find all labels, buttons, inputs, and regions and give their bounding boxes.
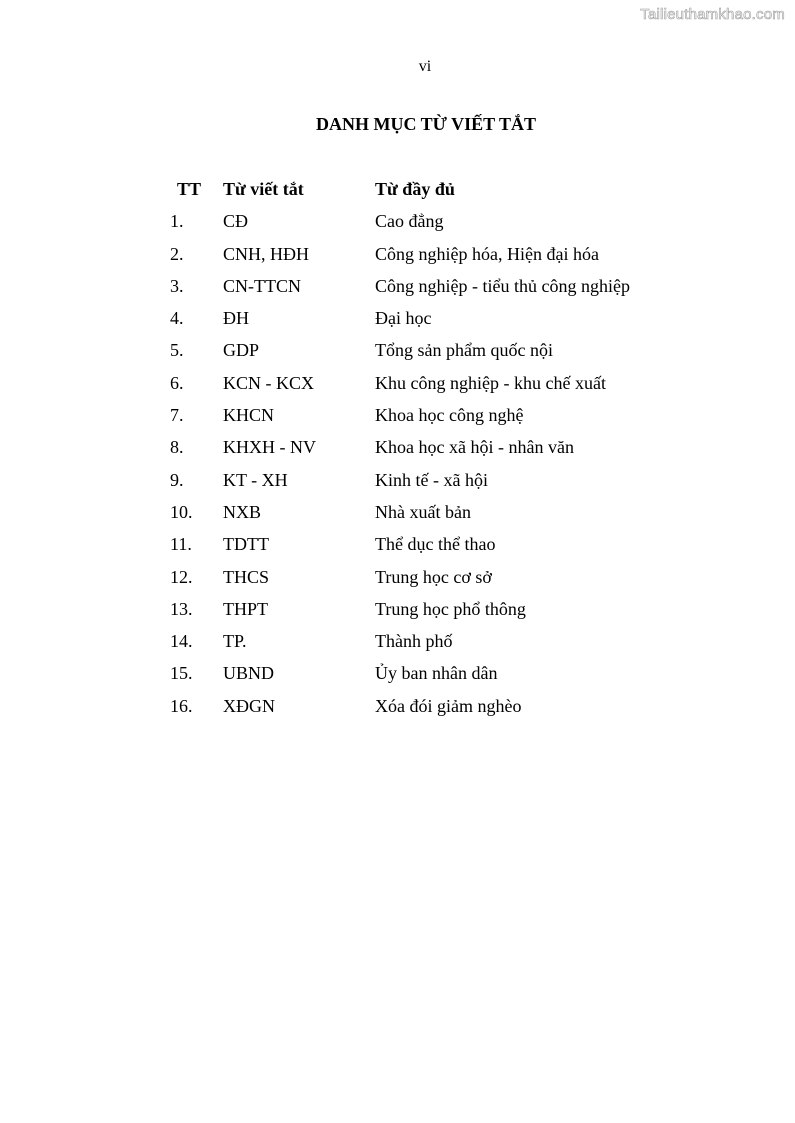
row-number: 11. [170,534,192,555]
row-full-form: Trung học cơ sở [375,566,492,587]
row-abbreviation: KT - XH [223,469,288,490]
row-abbreviation: THCS [223,566,270,587]
row-number: 4. [170,308,184,329]
row-full-form: Khoa học xã hội - nhân văn [375,437,574,458]
row-abbreviation: KHCN [223,405,275,426]
row-abbreviation: UBND [223,663,275,684]
row-number: 8. [170,437,184,458]
row-abbreviation: KHXH - NV [223,437,316,458]
row-full-form: Đại học [375,308,432,329]
row-full-form: Tổng sản phẩm quốc nội [375,340,553,361]
row-number: 1. [170,211,184,232]
page-title: DANH MỤC TỪ VIẾT TẮT [315,114,537,134]
row-full-form: Thể dục thể thao [375,534,496,555]
header-full-form: Từ đầy đủ [375,179,455,199]
page-number: vi [418,58,432,75]
row-abbreviation: KCN - KCX [223,372,315,393]
row-full-form: Kinh tế - xã hội [375,469,488,490]
row-abbreviation: ĐH [223,308,249,329]
row-number: 13. [170,598,193,619]
row-abbreviation: TP. [223,631,247,652]
row-number: 2. [170,243,184,264]
row-abbreviation: CĐ [223,211,249,232]
watermark-text: Tailieuthamkhao.com [640,6,785,23]
row-full-form: Công nghiệp - tiểu thủ công nghiệp [375,275,630,296]
row-full-form: Thành phố [375,631,453,652]
row-full-form: Xóa đói giảm nghèo [375,695,522,716]
row-number: 16. [170,695,193,716]
row-abbreviation: THPT [223,598,268,619]
row-abbreviation: CN-TTCN [223,275,301,296]
row-number: 6. [170,372,184,393]
row-abbreviation: GDP [223,340,260,361]
row-abbreviation: NXB [223,501,262,522]
row-full-form: Cao đẳng [375,211,444,232]
row-number: 12. [170,566,193,587]
row-number: 14. [170,631,193,652]
row-abbreviation: XĐGN [223,695,275,716]
row-full-form: Trung học phổ thông [375,598,526,619]
row-full-form: Khoa học công nghệ [375,405,524,426]
row-full-form: Công nghiệp hóa, Hiện đại hóa [375,243,599,264]
row-full-form: Khu công nghiệp - khu chế xuất [375,372,606,393]
row-number: 7. [170,405,184,426]
row-number: 15. [170,663,193,684]
row-number: 10. [170,501,193,522]
row-full-form: Nhà xuất bản [375,501,471,522]
row-abbreviation: TDTT [223,534,269,555]
header-abbreviation: Từ viết tắt [223,179,304,199]
row-number: 5. [170,340,184,361]
row-full-form: Ủy ban nhân dân [375,663,498,684]
row-number: 9. [170,469,184,490]
row-abbreviation: CNH, HĐH [223,243,310,264]
row-number: 3. [170,275,184,296]
header-tt: TT [177,179,202,199]
